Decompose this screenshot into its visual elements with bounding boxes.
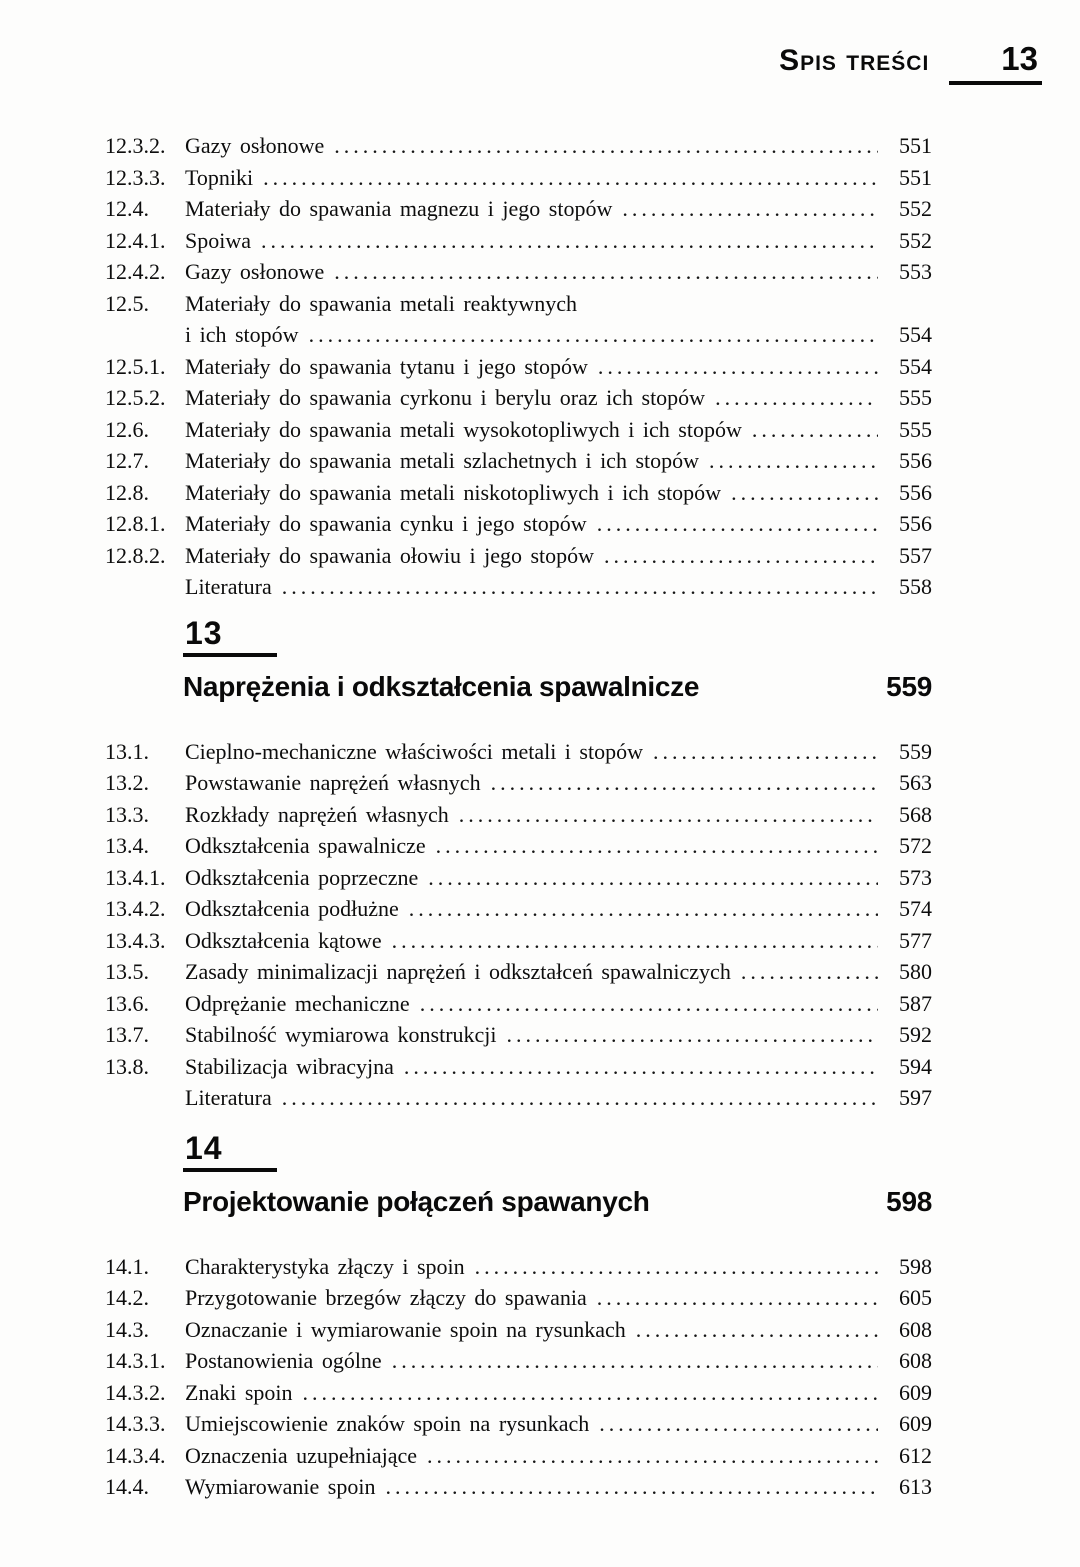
entry-title: Postanowienia ogólne	[185, 1348, 382, 1373]
entry-page: 577	[899, 927, 932, 953]
entry-page: 552	[899, 196, 932, 221]
header-title: Spis treści	[779, 44, 930, 77]
entry-title: Zasady minimalizacji naprężeń i odkształceń spawalniczych	[185, 959, 731, 984]
dot-leader	[261, 225, 878, 257]
entry-number: 14.1.	[105, 1253, 149, 1279]
entry-number: 13.4.	[105, 833, 149, 858]
toc-row	[105, 1314, 932, 1346]
toc-row	[105, 477, 932, 509]
entry-title: i ich stopów	[185, 322, 299, 347]
dot-leader	[752, 414, 878, 446]
entry-title: Stabilność wymiarowa konstrukcji	[185, 1022, 497, 1047]
entry-title: Odkształcenia spawalnicze	[185, 833, 426, 858]
entry-page: 608	[899, 1348, 932, 1373]
entry-title: Wymiarowanie spoin	[185, 1474, 376, 1499]
entry-page: 558	[899, 574, 932, 599]
entry-page: 555	[899, 416, 932, 442]
entry-number: 13.3.	[105, 801, 149, 827]
entry-title: Materiały do spawania cynku i jego stopów	[185, 511, 587, 536]
dot-leader	[409, 893, 878, 925]
chapter-number: 13	[183, 617, 277, 657]
entry-number: 14.2.	[105, 1285, 149, 1310]
dot-leader	[741, 956, 878, 988]
chapter-page: 559	[886, 670, 932, 702]
toc-row	[105, 351, 932, 383]
entry-page: 592	[899, 1022, 932, 1047]
dot-leader	[263, 162, 878, 194]
entry-page: 587	[899, 990, 932, 1016]
dot-leader	[622, 193, 878, 225]
chapter-title-row	[183, 1187, 932, 1217]
chapter-page: 598	[886, 1185, 932, 1217]
entry-page: 551	[899, 164, 932, 190]
entry-page: 594	[899, 1053, 932, 1079]
entry-title: Spoiwa	[185, 227, 251, 253]
chapter-number: 14	[183, 1132, 277, 1172]
toc-row	[105, 256, 932, 288]
entry-title: Odkształcenia podłużne	[185, 896, 399, 921]
entry-page: 555	[899, 385, 932, 410]
toc-row	[105, 130, 932, 162]
entry-page: 556	[899, 511, 932, 536]
toc-row	[105, 319, 932, 351]
entry-number: 13.2.	[105, 770, 149, 795]
toc-row	[105, 925, 932, 957]
dot-leader	[309, 319, 878, 351]
toc-row	[105, 162, 932, 194]
entry-page: 552	[899, 227, 932, 253]
entry-page: 574	[899, 896, 932, 921]
entry-number: 13.5.	[105, 959, 149, 984]
dot-leader	[282, 1082, 878, 1114]
toc-row	[105, 193, 932, 225]
dot-leader	[282, 571, 878, 603]
entry-number: 12.4.	[105, 196, 149, 221]
entry-number: 12.3.3.	[105, 164, 166, 190]
entry-number: 12.8.1.	[105, 511, 166, 536]
dot-leader	[392, 1345, 878, 1377]
entry-number: 13.6.	[105, 990, 149, 1016]
entry-title: Literatura	[185, 1085, 272, 1110]
entry-page: 613	[899, 1474, 932, 1499]
entry-title: Gazy osłonowe	[185, 133, 325, 158]
dot-leader	[436, 830, 878, 862]
entry-page: 551	[899, 133, 932, 158]
dot-leader	[636, 1314, 878, 1346]
toc-row	[105, 1377, 932, 1409]
toc-row	[105, 988, 932, 1020]
entry-title: Stabilizacja wibracyjna	[185, 1053, 394, 1079]
entry-title: Materiały do spawania metali reaktywnych	[185, 290, 577, 316]
toc-row	[105, 540, 932, 572]
entry-number: 14.3.	[105, 1316, 149, 1342]
entry-number: 14.3.4.	[105, 1442, 166, 1468]
entry-title: Oznaczenia uzupełniające	[185, 1442, 418, 1468]
entry-title: Odprężanie mechaniczne	[185, 990, 410, 1016]
dot-leader	[334, 130, 878, 162]
dot-leader	[303, 1377, 879, 1409]
entry-page: 572	[899, 833, 932, 858]
entry-title: Rozkłady naprężeń własnych	[185, 801, 449, 827]
entry-number: 12.6.	[105, 416, 149, 442]
toc	[105, 130, 932, 1503]
toc-row	[105, 288, 932, 320]
dot-leader	[604, 540, 878, 572]
dot-leader	[507, 1019, 878, 1051]
entry-page: 563	[899, 770, 932, 795]
dot-leader	[404, 1051, 878, 1083]
dot-leader	[334, 256, 878, 288]
dot-leader	[385, 1471, 878, 1503]
entry-title: Powstawanie naprężeń własnych	[185, 770, 481, 795]
dot-leader	[392, 925, 878, 957]
entry-title: Przygotowanie brzegów złączy do spawania	[185, 1285, 587, 1310]
entry-number: 14.3.3.	[105, 1411, 166, 1436]
entry-page: 553	[899, 259, 932, 284]
toc-row	[105, 1471, 932, 1503]
entry-title: Literatura	[185, 574, 272, 599]
entry-page: 557	[899, 542, 932, 568]
toc-row	[105, 225, 932, 257]
entry-page: 554	[899, 322, 932, 347]
entry-title: Odkształcenia kątowe	[185, 927, 382, 953]
entry-page: 609	[899, 1379, 932, 1405]
entry-title: Odkształcenia poprzeczne	[185, 864, 419, 890]
entry-title: Materiały do spawania magnezu i jego stopów	[185, 196, 613, 221]
entry-page: 608	[899, 1316, 932, 1342]
entry-title: Materiały do spawania cyrkonu i berylu oraz ich stopów	[185, 385, 706, 410]
entry-number: 14.3.2.	[105, 1379, 166, 1405]
dot-leader	[597, 508, 878, 540]
dot-leader	[491, 767, 878, 799]
toc-row	[105, 508, 932, 540]
entry-page: 580	[899, 959, 932, 984]
toc-row	[105, 862, 932, 894]
toc-row	[105, 382, 932, 414]
toc-row	[105, 830, 932, 862]
toc-row	[105, 1282, 932, 1314]
entry-page: 605	[899, 1285, 932, 1310]
toc-row	[105, 1082, 932, 1114]
entry-title: Materiały do spawania metali wysokotopliwych i ich stopów	[185, 416, 742, 442]
toc-block	[105, 130, 932, 603]
entry-number: 12.8.	[105, 479, 149, 505]
entry-title: Oznaczanie i wymiarowanie spoin na rysunkach	[185, 1316, 626, 1342]
entry-number: 12.3.2.	[105, 133, 166, 158]
entry-number: 12.7.	[105, 448, 149, 473]
entry-page: 559	[899, 738, 932, 764]
entry-title: Charakterystyka złączy i spoin	[185, 1253, 465, 1279]
toc-row	[105, 414, 932, 446]
chapter-heading	[183, 1129, 932, 1217]
entry-number: 12.8.2.	[105, 542, 166, 568]
chapter-heading	[183, 614, 932, 702]
chapter-title-row	[183, 672, 932, 702]
chapter-title: Naprężenia i odkształcenia spawalnicze	[183, 670, 700, 702]
chapter-title: Projektowanie połączeń spawanych	[183, 1185, 650, 1217]
dot-leader	[475, 1251, 878, 1283]
toc-row	[105, 571, 932, 603]
dot-leader	[598, 351, 878, 383]
dot-leader	[427, 1440, 878, 1472]
entry-number: 14.4.	[105, 1474, 149, 1499]
dot-leader	[709, 445, 878, 477]
entry-number: 13.4.1.	[105, 864, 166, 890]
entry-number: 14.3.1.	[105, 1348, 166, 1373]
toc-row	[105, 799, 932, 831]
entry-number: 13.8.	[105, 1053, 149, 1079]
entry-page: 554	[899, 353, 932, 379]
toc-row	[105, 1345, 932, 1377]
entry-title: Gazy osłonowe	[185, 259, 325, 284]
dot-leader	[420, 988, 878, 1020]
entry-title: Umiejscowienie znaków spoin na rysunkach	[185, 1411, 590, 1436]
entry-number: 12.5.	[105, 290, 149, 316]
toc-block	[105, 1251, 932, 1503]
entry-number: 13.1.	[105, 738, 149, 764]
toc-row	[105, 956, 932, 988]
entry-page: 609	[899, 1411, 932, 1436]
entry-page: 556	[899, 479, 932, 505]
toc-block	[105, 736, 932, 1114]
entry-page: 573	[899, 864, 932, 890]
entry-number: 13.4.2.	[105, 896, 166, 921]
toc-row	[105, 1051, 932, 1083]
dot-leader	[459, 799, 878, 831]
dot-leader	[653, 736, 878, 768]
entry-title: Materiały do spawania metali niskotopliwych i ich stopów	[185, 479, 722, 505]
entry-page: 598	[899, 1253, 932, 1279]
entry-page: 556	[899, 448, 932, 473]
entry-title: Materiały do spawania ołowiu i jego stopów	[185, 542, 595, 568]
entry-title: Znaki spoin	[185, 1379, 293, 1405]
toc-row	[105, 893, 932, 925]
entry-number: 12.4.1.	[105, 227, 166, 253]
entry-number: 13.7.	[105, 1022, 149, 1047]
entry-page: 597	[899, 1085, 932, 1110]
toc-row	[105, 767, 932, 799]
dot-leader	[597, 1282, 878, 1314]
toc-row	[105, 1019, 932, 1051]
toc-row	[105, 736, 932, 768]
dot-leader	[731, 477, 878, 509]
entry-number: 12.5.2.	[105, 385, 166, 410]
header-page-number: 13	[949, 40, 1042, 85]
entry-page: 612	[899, 1442, 932, 1468]
entry-title: Topniki	[185, 164, 254, 190]
toc-row	[105, 1408, 932, 1440]
toc-row	[105, 1251, 932, 1283]
entry-number: 12.4.2.	[105, 259, 166, 284]
entry-title: Cieplno-mechaniczne właściwości metali i stopów	[185, 738, 643, 764]
dot-leader	[715, 382, 878, 414]
entry-title: Materiały do spawania metali szlachetnych i ich stopów	[185, 448, 700, 473]
entry-number: 12.5.1.	[105, 353, 166, 379]
entry-title: Materiały do spawania tytanu i jego stopów	[185, 353, 588, 379]
toc-row	[105, 445, 932, 477]
dot-leader	[428, 862, 878, 894]
page-header	[779, 40, 1042, 85]
toc-row	[105, 1440, 932, 1472]
dot-leader	[599, 1408, 878, 1440]
entry-number: 13.4.3.	[105, 927, 166, 953]
entry-page: 568	[899, 801, 932, 827]
